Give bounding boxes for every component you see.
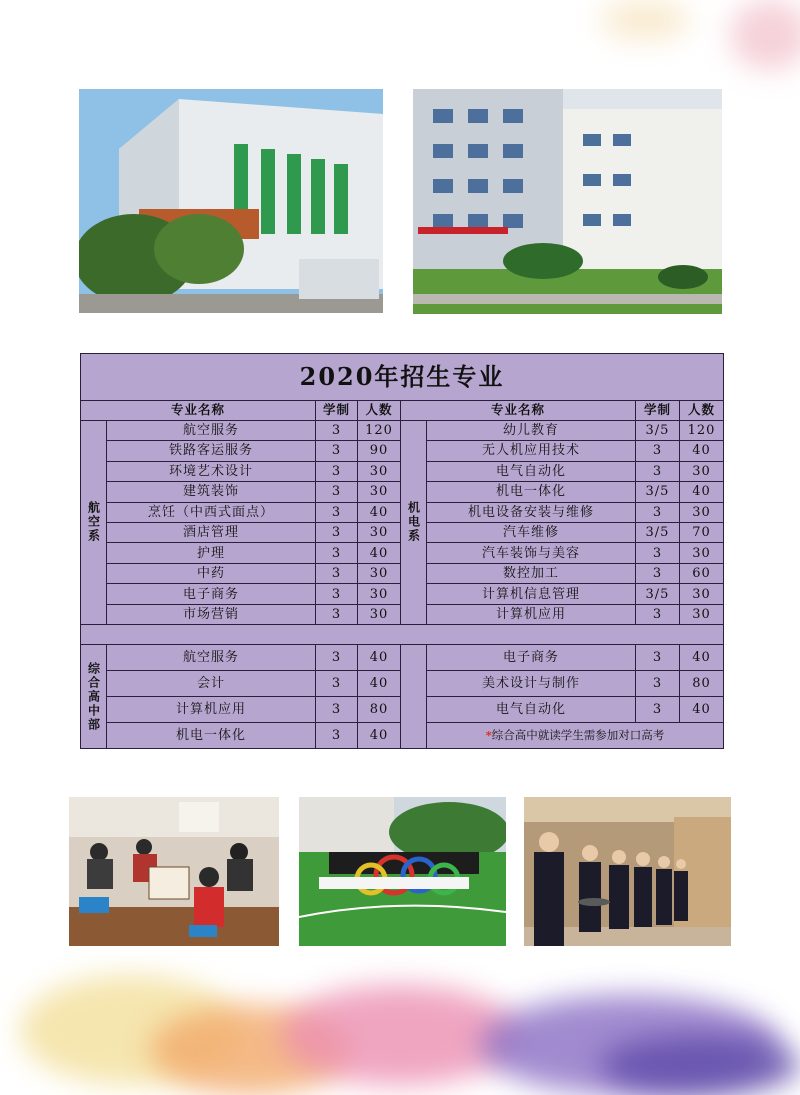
major-duration: 3 [316, 502, 358, 522]
spacer-cell [81, 625, 724, 645]
footnote-asterisk: * [485, 727, 492, 742]
major-duration: 3 [636, 697, 680, 723]
table-row [81, 645, 724, 671]
footnote [427, 723, 724, 749]
major-count: 40 [680, 482, 724, 502]
major-name: 数控加工 [427, 563, 636, 583]
major-count: 40 [358, 502, 401, 522]
major-duration: 3 [636, 461, 680, 481]
major-duration: 3/5 [636, 584, 680, 604]
sports-team-photo [299, 797, 506, 946]
art-class-photo [69, 797, 279, 946]
footnote-text: 综合高中就读学生需参加对口高考 [491, 727, 665, 742]
major-duration: 3 [316, 563, 358, 583]
major-count: 40 [680, 645, 724, 671]
header-duration-right: 学制 [636, 401, 680, 421]
table-spacer-row [81, 625, 724, 645]
major-count: 30 [680, 584, 724, 604]
major-duration: 3 [636, 441, 680, 461]
dept-label-mechatronics: 机电系 [401, 420, 427, 625]
major-duration: 3 [636, 671, 680, 697]
major-name: 航空服务 [107, 645, 316, 671]
major-duration: 3 [316, 697, 358, 723]
major-count: 30 [680, 502, 724, 522]
major-duration: 3 [316, 482, 358, 502]
major-name: 航空服务 [107, 420, 316, 440]
major-count: 30 [358, 604, 401, 624]
major-name: 幼儿教育 [427, 420, 636, 440]
major-duration: 3 [316, 604, 358, 624]
major-name: 汽车装饰与美容 [427, 543, 636, 563]
majors-table-container [80, 353, 723, 749]
major-duration: 3/5 [636, 482, 680, 502]
major-name: 烹饪（中西式面点） [107, 502, 316, 522]
major-name: 计算机应用 [427, 604, 636, 624]
major-name: 酒店管理 [107, 522, 316, 542]
watercolor-splash-top-right-yellow [600, 0, 690, 40]
watercolor-splash-bottom-violet [600, 1035, 800, 1095]
header-count-left: 人数 [358, 401, 401, 421]
header-major-name-right: 专业名称 [401, 401, 636, 421]
watercolor-splash-top-right-pink [730, 0, 800, 70]
table-row [81, 420, 724, 440]
major-duration: 3 [636, 645, 680, 671]
major-count: 40 [358, 671, 401, 697]
major-name: 无人机应用技术 [427, 441, 636, 461]
major-duration: 3 [316, 584, 358, 604]
service-etiquette-photo [524, 797, 731, 946]
major-name: 铁路客运服务 [107, 441, 316, 461]
major-name: 电气自动化 [427, 697, 636, 723]
major-name: 机电设备安装与维修 [427, 502, 636, 522]
major-duration: 3 [316, 420, 358, 440]
major-duration: 3 [636, 502, 680, 522]
major-name: 环境艺术设计 [107, 461, 316, 481]
major-count: 30 [680, 461, 724, 481]
major-duration: 3 [636, 604, 680, 624]
major-count: 30 [358, 522, 401, 542]
major-count: 70 [680, 522, 724, 542]
campus-teaching-building-photo [413, 89, 722, 314]
major-duration: 3/5 [636, 420, 680, 440]
major-count: 30 [358, 584, 401, 604]
dept-label-empty [401, 645, 427, 749]
major-name: 中药 [107, 563, 316, 583]
major-duration: 3 [316, 461, 358, 481]
campus-gymnasium-photo [79, 89, 383, 313]
major-duration: 3 [316, 671, 358, 697]
major-duration: 3/5 [636, 522, 680, 542]
major-name: 市场营销 [107, 604, 316, 624]
major-name: 会计 [107, 671, 316, 697]
major-name: 电子商务 [107, 584, 316, 604]
major-name: 护理 [107, 543, 316, 563]
major-count: 30 [358, 482, 401, 502]
major-count: 30 [680, 543, 724, 563]
major-count: 40 [680, 441, 724, 461]
major-count: 120 [358, 420, 401, 440]
major-name: 计算机信息管理 [427, 584, 636, 604]
major-count: 80 [358, 697, 401, 723]
table-header-row [81, 401, 724, 421]
header-duration-left: 学制 [316, 401, 358, 421]
major-name: 计算机应用 [107, 697, 316, 723]
major-name: 机电一体化 [107, 723, 316, 749]
major-count: 40 [358, 645, 401, 671]
major-duration: 3 [636, 563, 680, 583]
major-count: 30 [358, 461, 401, 481]
header-count-right: 人数 [680, 401, 724, 421]
table-title: 2020年招生专业 [81, 354, 724, 401]
header-major-name-left: 专业名称 [81, 401, 316, 421]
major-name: 美术设计与制作 [427, 671, 636, 697]
majors-table [80, 353, 724, 749]
major-count: 40 [358, 723, 401, 749]
major-name: 汽车维修 [427, 522, 636, 542]
dept-label-comprehensive: 综合高中部 [81, 645, 107, 749]
major-duration: 3 [316, 522, 358, 542]
major-name: 机电一体化 [427, 482, 636, 502]
major-duration: 3 [316, 723, 358, 749]
major-count: 60 [680, 563, 724, 583]
major-count: 40 [680, 697, 724, 723]
major-count: 30 [680, 604, 724, 624]
major-duration: 3 [316, 441, 358, 461]
major-count: 120 [680, 420, 724, 440]
dept-label-aviation: 航空系 [81, 420, 107, 625]
major-name: 电子商务 [427, 645, 636, 671]
major-count: 40 [358, 543, 401, 563]
major-count: 90 [358, 441, 401, 461]
major-name: 电气自动化 [427, 461, 636, 481]
major-duration: 3 [316, 645, 358, 671]
major-duration: 3 [316, 543, 358, 563]
major-name: 建筑装饰 [107, 482, 316, 502]
major-count: 30 [358, 563, 401, 583]
major-duration: 3 [636, 543, 680, 563]
major-count: 80 [680, 671, 724, 697]
